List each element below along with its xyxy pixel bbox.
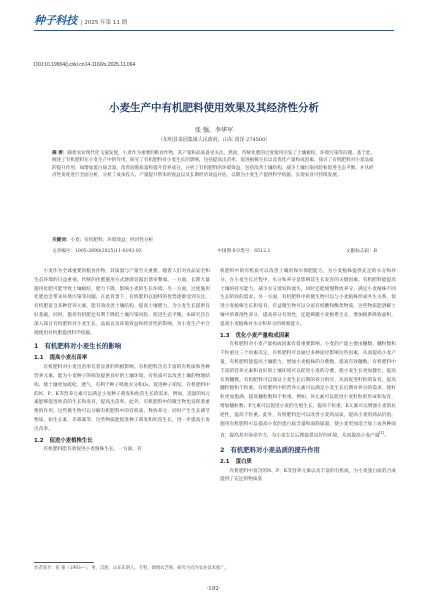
left-column: [34, 268, 210, 455]
journal-header: [34, 12, 394, 28]
abstract: [52, 150, 377, 179]
paragraph-1-3-text: 有机肥料对小麦产量构成因素有着重要影响。小麦的产量主要由穗数、穗粒数和千粒重这三个因素决定。有机肥料可以通过多种途径影响这些因素，从而提高小麦产量。有机肥料能提高土壤肥力，增加小麦植株的分蘖数，提高有效穗数。有机肥料中丰富的营养元素和良好的土壤环境可以促进小麦的分蘖，使小麦生长更加健壮，提高有效穗数。有机肥料可以保证小麦生长后期的养分供应，从而促进籽粒的发育，提高穗粒数和千粒重。有机肥料中的营养元素可以满足小麦生长后期对养分的需求，使籽粒更加饱满，提高穗粒数和千粒重。例如，N元素可以促进小麦籽粒的形成和发育，增加穗粒数；P元素可以促进小麦的生殖生长，提高千粒重；K元素可以增强小麦的抗逆性，提高千粒重。此外，有机肥料还可以改善小麦的品质，提高小麦的商品价值。施用有机肥料可以提高小麦的蛋白质含量和面筋质量，使小麦更加适合加工成各种面食，提高其市场竞争力，为小麦生长后期提供良好的环境，从而提高小麦产量: [220, 342, 396, 439]
reference-marker[interactable]: [1]: [379, 431, 385, 436]
subsection-number: 1.2: [34, 437, 44, 444]
subsection-heading-1-2: [34, 437, 210, 446]
article-number: 文章编号：1005-2690(2025)11-0192-03: [52, 249, 142, 254]
section-number: 1: [34, 342, 39, 351]
intro-paragraph: 小麦作为全球重要的粮食作物，其质量与产量至关重要。随着人们对食品安全和生态环境的日益重视，传统的化肥施用方式逐渐显露出诸多弊端。一方面，长期大量施用化肥可能导致土壤板结、肥力下降，影响小麦的生长环境；另一方面，过度施用化肥也会带来环境污染等问题。在此背景下，有机肥料以独特的优势逐渐受到关注。有机肥富含多种营养元素，能有效改善土壤结构，提高土壤肥力，为小麦生长提供良好基础。同时，施用有机肥还有利于降低土壤污染风险，促进生态平衡。本研究旨在深入探讨有机肥料对小麦生长、品质以及环境效益和经济性的影响，为小麦生产中合理使用有机肥提供科学依据。: [34, 269, 210, 336]
section-title: 有机肥料对小麦品质的提升作用: [230, 445, 320, 454]
paragraph-1-3: 有机肥料对小麦产量构成因素有着重要影响。小麦的产量主要由穗数、穗粒数和千粒重这三个因素决定。有机肥料可以通过多种途径影响这些因素，从而提高小麦产量。有机肥料能提高土壤肥力，增加小麦植株的分蘖数，提高有效穗数。有机肥料中丰富的营养元素和良好的土壤环境可以促进小麦的分蘖，使小麦生长更加健壮，提高有效穗数。有机肥料可以保证小麦生长后期的养分供应，从而促进籽粒的发育，提高穗粒数和千粒重。有机肥料中的营养元素可以满足小麦生长后期对养分的需求，使籽粒更加饱满，提高穗粒数和千粒重。例如，N元素可以促进小麦籽粒的形成和发育，增加穗粒数；P元素可以促进小麦的生殖生长，提高千粒重；K元素可以增强小麦的抗逆性，提高千粒重。此外，有机肥料还可以改善小麦的品质，提高小麦的商品价值。施用有机肥料可以提高小麦的蛋白质含量和面筋质量，使小麦更加适合加工成各种面食，提高其市场竞争力，为小麦生长后期提供良好的环境，从而提高小麦产量[1]。: [220, 342, 396, 439]
subsection-title: 蛋白质: [235, 458, 252, 465]
page-number: ·192·: [206, 586, 221, 592]
keywords: [52, 237, 377, 243]
right-column: [220, 268, 396, 485]
subsection-number: 1.1: [34, 355, 44, 362]
subsection-heading-2-1: [220, 458, 396, 467]
paragraph-1-1: 有机肥料对小麦出苗率有着显著的积极影响。有机肥料含有丰富的有机质和各种营养元素，能为小麦种子的萌发提供良好的土壤环境。有机质可以改善土壤的物理结构，使土壤更加疏松、透气，有利于种子吸收水分和O₂，促进种子萌发。有机肥料中的N、P、K等营养元素可以满足小麦种子萌发和幼苗生长的需求，例如，适量的N元素能够促进幼苗的生长和发育，提高出苗率。此外，有机肥料中的微生物也发挥着重要的作用。这些微生物可以分解有机肥料中的有机质，释放养分，同时产生生长调节物质，如生长素、赤霉素等，这些物质能促进种子萌发和幼苗生长，进一步提高小麦出苗率。: [34, 365, 210, 432]
keywords-label: 关键词：: [52, 238, 71, 243]
journal-issue: | 2025 年第 11 期: [80, 20, 128, 26]
authors: 张 强，李华军: [195, 127, 233, 134]
header-divider: [34, 30, 394, 31]
subsection-title: 提高小麦出苗率: [49, 355, 88, 362]
paragraph-1-2-continued: 机肥料中的有机质可以改善土壤的保水保肥能力，为小麦植株提供充足的水分和养分。在小麦生长过程中，水分和养分是影响其生长发育的关键因素。有机肥料能提高土壤的持水能力，减少水分蒸发和流失，同时还能缓慢释放养分，满足小麦植株不同生长阶段的需求。另一方面，有机肥料中的微生物可以与小麦植株形成共生关系，促进小麦植株生长和发育。有益微生物可以分泌有机酸和酶类物质，这些物质能溶解土壤中的难溶性养分，提高养分有效性，还能刺激小麦根系生长，增加根系吸收面积，提高小麦植株对水分和养分的吸收能力。: [220, 269, 396, 327]
section-number: 2: [220, 445, 225, 454]
journal-logo: 种子科技: [34, 14, 77, 27]
paper-title: 小麦生产中有机肥料使用效果及其经济性分析: [109, 102, 319, 114]
subsection-number: 1.3: [220, 332, 230, 339]
paragraph-1-2: 有机肥料能有效促进小麦植株生长，一方面，有: [43, 447, 142, 453]
article-meta: [52, 248, 377, 254]
abstract-label: 摘 要：: [52, 151, 68, 156]
paragraph-2-1: 有机肥料中富含的N、P、K等营养元素以及丰富的有机质，为小麦蛋白质的合成提供了充足的物质基: [220, 468, 396, 483]
subsection-number: 2.1: [220, 458, 230, 465]
section-title: 有机肥料对小麦生长的影响: [44, 342, 122, 351]
author-footnote: 作者简介：张 强（1993—），男，汉族，山东东明人，专科，助理农艺师，研究方向为农业技术推广。: [34, 566, 229, 571]
doi[interactable]: DOI:10.19904/j.cnki.cn14-1160/s.2025.11.064: [34, 62, 136, 68]
subsection-title: 促进小麦植株生长: [49, 437, 93, 444]
document-code: 文献标志码：B: [346, 249, 377, 254]
subsection-heading-1-3: [220, 332, 396, 341]
abstract-text: 随着农业现代化飞速发展，小麦作为重要的粮食作物，其产量和品质备受关注。然而，传统化肥的过度使用引发了土壤板结、环境污染等问题。基于此，阐述了有机肥料在小麦生产中的作用，研究了有机肥料对小麦生长的影响，包括提高出苗率、促进植株生长以及优化产量构成因素；探讨了有机肥料对小麦品质的提升作用，如增加蛋白质含量、改善面筋质量和提升营养成分，分析了有机肥料的环境效益，包括改善土壤结构、减少土壤污染风险和促进生态平衡，并从经济性角度进行全面分析，分析了成本投入、产量提升带来的收益以及长期经济效益评估，以期为小麦生产提供科学依据，实现农业可持续发展。: [52, 151, 376, 179]
footnote-divider: [34, 562, 94, 563]
subsection-heading-1-1: [34, 354, 210, 363]
subsection-title: 优化小麦产量构成因素: [235, 332, 290, 339]
section-heading-1: [34, 342, 210, 351]
keywords-text: 小麦；有机肥料；环境效益；经济性分析: [70, 238, 154, 243]
affiliation: （东明县菜园集镇人民政府，山东 菏泽 274500）: [157, 137, 271, 143]
section-heading-2: [220, 446, 396, 455]
clc-number: 中国图书分类号：S512.1: [217, 249, 271, 254]
